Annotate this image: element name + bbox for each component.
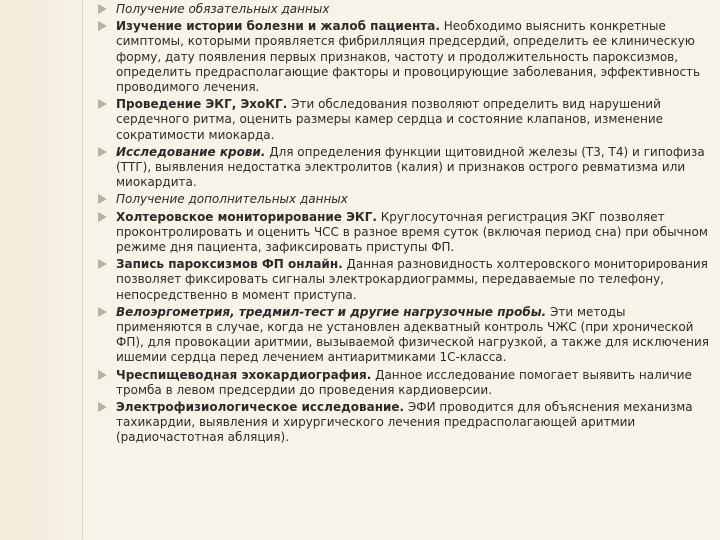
item-heading: Велоэргометрия, тредмил-тест и другие нагрузочные пробы. <box>116 304 547 319</box>
item-text: Эти обследования позволяют определить вид нарушений сердечного ритма, оценить размеры камер сердца и состояние клапанов, изменение сократимости миокарда. <box>116 97 664 142</box>
list-item-tee <box>92 368 710 398</box>
list-item-ep-study <box>92 400 710 446</box>
list-item-mandatory-header <box>92 2 710 17</box>
item-heading: Холтеровское мониторирование ЭКГ. <box>116 209 377 224</box>
left-margin-panel <box>0 0 84 540</box>
bullet-icon <box>98 99 107 109</box>
item-heading: Проведение ЭКГ, ЭхоКГ. <box>116 97 288 112</box>
item-heading: Изучение истории болезни и жалоб пациента. <box>116 19 440 34</box>
item-heading: Чреспищеводная эхокардиография. <box>116 367 372 382</box>
list-item-history <box>92 19 710 95</box>
item-text: Эти методы применяются в случае, когда не установлен адекватный контроль ЧЖС (при хронической ФП), для провокации аритмии, вызываемой физической нагрузкой, а также для исключения ишемии сердца перед лечением антиаритмиками 1С-класса. <box>116 304 709 365</box>
bullet-icon <box>98 307 107 317</box>
bullet-icon <box>98 147 107 157</box>
item-text: Данное исследование помогает выявить наличие тромба в левом предсердии до проведения кардиоверсии. <box>116 367 692 397</box>
bullet-icon <box>98 212 107 222</box>
item-heading: Исследование крови. <box>116 144 266 159</box>
bullet-icon <box>98 370 107 380</box>
list-item-ecg <box>92 97 710 143</box>
bullet-list <box>92 2 710 446</box>
item-text: Данная разновидность холтеровского мониторирования позволяет фиксировать сигналы электрокардиограммы, передаваемые по телефону, непосредственно в момент приступа. <box>116 257 708 302</box>
item-heading: Электрофизиологическое исследование. <box>116 400 405 415</box>
slide-content <box>92 2 710 448</box>
bullet-icon <box>98 4 107 14</box>
margin-divider <box>82 0 83 540</box>
bullet-icon <box>98 194 107 204</box>
list-item-holter <box>92 210 710 256</box>
list-item-additional-header <box>92 192 710 207</box>
item-heading: Получение обязательных данных <box>116 2 330 16</box>
list-item-stress-tests <box>92 305 710 366</box>
bullet-icon <box>98 402 107 412</box>
item-text: ЭФИ проводится для объяснения механизма тахикардии, выявления и хирургического лечения предрасполагающей аритмии (радиочастотная абляция). <box>116 400 693 445</box>
bullet-icon <box>98 259 107 269</box>
bullet-icon <box>98 21 107 31</box>
item-text: Для определения функции щитовидной железы (Т3, Т4) и гипофиза (ТТГ), выявления недостатка электролитов (калия) и признаков острого ревматизма или миокардита. <box>116 144 705 190</box>
item-text: Необходимо выяснить конкретные симптомы, которыми проявляется фибрилляция предсердий, определить ее клиническую форму, дату появления первых признаков, частоту и продолжительность пароксизмов, определить предрасполагающие факторы и провоцирующие заболевания, эффективность проводимого лечения. <box>116 19 701 95</box>
item-heading: Получение дополнительных данных <box>116 192 348 207</box>
item-heading: Запись пароксизмов ФП онлайн. <box>116 257 343 272</box>
list-item-blood-test <box>92 145 710 191</box>
item-text: Круглосуточная регистрация ЭКГ позволяет проконтролировать и оценить ЧСС в разное время суток (включая период сна) при обычном режиме дня пациента, зафиксировать приступы ФП. <box>116 209 708 255</box>
list-item-online-recording <box>92 257 710 303</box>
